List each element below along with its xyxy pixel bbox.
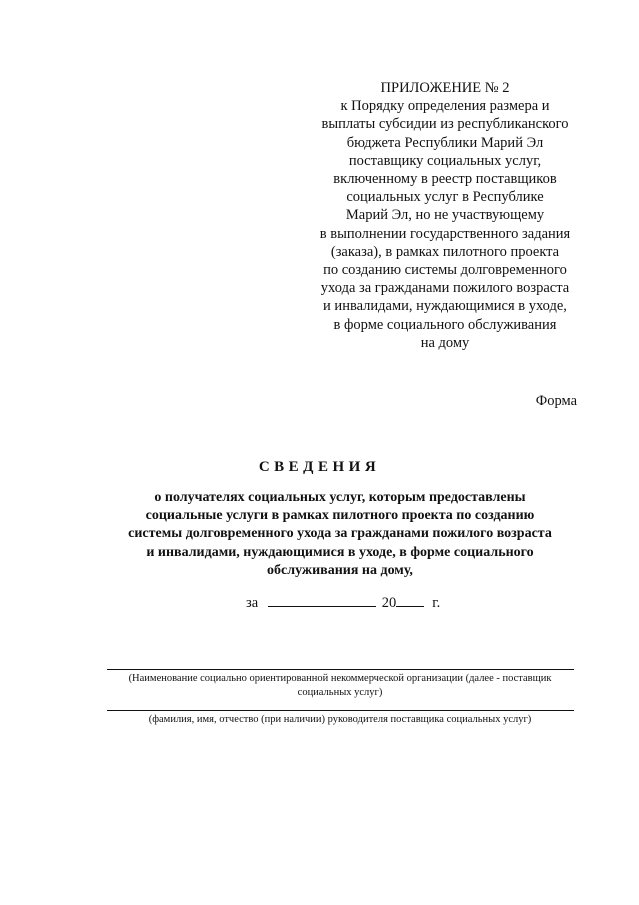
appendix-line: включенному в реестр поставщиков — [333, 171, 557, 188]
reporting-period — [246, 593, 440, 612]
appendix-line: в форме социального обслуживания — [333, 316, 557, 333]
year-blank-field[interactable] — [396, 593, 424, 607]
organization-name-line[interactable] — [107, 669, 574, 670]
appendix-heading: ПРИЛОЖЕНИЕ № 2 — [380, 80, 510, 96]
appendix-line: и инвалидами, нуждающимися в уходе, — [323, 298, 567, 315]
appendix-line: поставщику социальных услуг, — [348, 152, 542, 169]
appendix-line: (заказа), в рамках пилотного проекта — [330, 243, 560, 260]
caption-line: (фамилия, имя, отчество (при наличии) руководителя поставщика социальных услуг) — [148, 714, 532, 725]
period-prefix: за — [246, 595, 259, 611]
period-suffix: г. — [432, 595, 441, 611]
form-label: Форма — [535, 393, 577, 409]
appendix-line: на дому — [420, 334, 470, 351]
subtitle-line: и инвалидами, нуждающимися в уходе, в форме социального — [146, 544, 534, 560]
appendix-line: социальных услуг в Республике — [346, 189, 544, 206]
appendix-line: бюджета Республики Марий Эл — [346, 134, 544, 151]
head-caption — [80, 713, 600, 727]
subtitle-line: социальные услуги в рамках пилотного проекта по созданию — [145, 508, 535, 524]
head-name-line[interactable] — [107, 710, 574, 711]
appendix-line: к Порядку определения размера и — [340, 98, 550, 115]
subtitle-line: системы долговременного ухода за гражданами пожилого возраста — [128, 526, 552, 542]
document-title: СВЕДЕНИЯ — [258, 459, 381, 475]
caption-line: социальных услуг) — [297, 687, 383, 698]
period-blank-field[interactable] — [268, 593, 376, 607]
subtitle-line: обслуживания на дому, — [267, 562, 413, 578]
organization-caption — [80, 672, 600, 700]
subtitle-line: о получателях социальных услуг, которым предоставлены — [154, 490, 526, 505]
appendix-block — [300, 79, 590, 352]
appendix-line: в выполнении государственного задания — [319, 225, 571, 242]
appendix-line: по созданию системы долговременного — [323, 262, 567, 279]
appendix-line: выплаты субсидии из республиканского — [321, 116, 569, 133]
document-subtitle — [95, 489, 585, 580]
period-year-prefix: 20 — [381, 595, 397, 611]
appendix-line: ухода за гражданами пожилого возраста — [320, 280, 570, 297]
caption-line: (Наименование социально ориентированной некоммерческой организации (далее - поставщик — [128, 673, 552, 684]
appendix-line: Марий Эл, но не участвующему — [345, 207, 545, 224]
